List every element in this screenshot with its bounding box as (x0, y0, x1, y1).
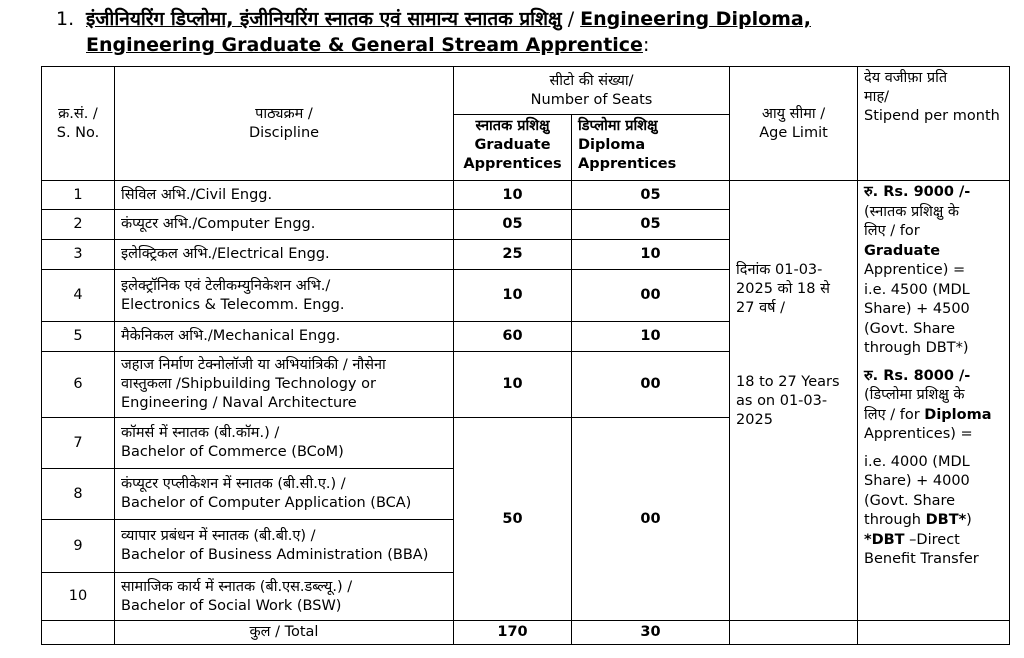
total-label: कुल / Total (115, 621, 454, 645)
merged-diploma-seats: 00 (572, 418, 730, 621)
header-seats: सीटो की संख्या/ Number of Seats (454, 67, 730, 115)
table-row: 10 सामाजिक कार्य में स्नातक (बी.एस.डब्ल्यू.) / Bachelor of Social Work (BSW) (42, 573, 1010, 621)
age-limit-cell: दिनांक 01-03- 2025 को 18 से 27 वर्ष / 18 to 27 Years as on 01-03- 2025 (730, 181, 858, 621)
header-sno: क्र.सं. / S. No. (42, 67, 115, 181)
table-row: 3 इलेक्ट्रिकल अभि./Electrical Engg. 25 10 (42, 240, 1010, 270)
apprentice-seats-table (41, 66, 1010, 645)
total-diploma: 30 (572, 621, 730, 645)
section-heading (56, 6, 1016, 58)
header-age-limit: आयु सीमा / Age Limit (730, 67, 858, 181)
section-number: 1. (56, 8, 75, 30)
table-row: 4 इलेक्ट्रॉनिक एवं टेलीकम्युनिकेशन अभि./ Electronics & Telecomm. Engg. 10 00 (42, 270, 1010, 322)
header-discipline: पाठ्यक्रम / Discipline (115, 67, 454, 181)
table-row: 6 जहाज निर्माण टेक्नोलॉजी या अभियांत्रिकी / नौसेना वास्तुकला /Shipbuilding Technology or Engineering / Naval Architecture 10 00 (42, 352, 1010, 418)
table-row: 7 कॉमर्स में स्नातक (बी.कॉम.) / Bachelor of Commerce (BCoM) 50 00 (42, 418, 1010, 469)
table-row: 2 कंप्यूटर अभि./Computer Engg. 05 05 (42, 210, 1010, 240)
total-row (42, 621, 1010, 645)
merged-graduate-seats: 50 (454, 418, 572, 621)
heading-english-line1: Engineering Diploma, (580, 8, 811, 30)
heading-colon: : (642, 34, 650, 56)
header-graduate: स्नातक प्रशिक्षु Graduate Apprentices (454, 115, 572, 181)
total-graduate: 170 (454, 621, 572, 645)
header-stipend: देय वजीफ़ा प्रति माह/ Stipend per month (858, 67, 1010, 181)
table-row: 5 मैकेनिकल अभि./Mechanical Engg. 60 10 (42, 322, 1010, 352)
table-row: 1 सिविल अभि./Civil Engg. 10 05 दिनांक 01-03- 2025 को 18 से 27 वर्ष / 18 to 27 Years as on 01-03- 2025 रु. Rs. 9000 /- (स्नातक प्रशिक्षु के लिए / for Graduate Apprentice) = i.e. 4500 (MDL Share) + 4500 (Govt. Share through DBT*) रु. Rs. 8000 /- (डिप्लोमा प्रशिक्षु के लिए / for Diploma Apprentices) = i.e. 4000 (MDL Share) + 4000 (Govt. Share through DBT*) *DBT –Direct Benefit Transfer (42, 181, 1010, 210)
heading-separator: / (561, 8, 581, 30)
table-row: 8 कंप्यूटर एप्लीकेशन में स्नातक (बी.सी.ए.) / Bachelor of Computer Application (BCA) (42, 469, 1010, 520)
heading-english-line2: Engineering Graduate & General Stream Apprentice (86, 34, 643, 56)
table-row: 9 व्यापार प्रबंधन में स्नातक (बी.बी.ए) / Bachelor of Business Administration (BBA) (42, 520, 1010, 573)
stipend-cell: रु. Rs. 9000 /- (स्नातक प्रशिक्षु के लिए / for Graduate Apprentice) = i.e. 4500 (MDL Share) + 4500 (Govt. Share through DBT*) रु. Rs. 8000 /- (डिप्लोमा प्रशिक्षु के लिए / for Diploma Apprentices) = i.e. 4000 (MDL Share) + 4000 (Govt. Share through DBT*) *DBT –Direct Benefit Transfer (858, 181, 1010, 621)
header-diploma: डिप्लोमा प्रशिक्षु Diploma Apprentices (572, 115, 730, 181)
heading-hindi: इंजीनियरिंग डिप्लोमा, इंजीनियरिंग स्नातक एवं सामान्य स्नातक प्रशिक्षु (86, 8, 562, 30)
